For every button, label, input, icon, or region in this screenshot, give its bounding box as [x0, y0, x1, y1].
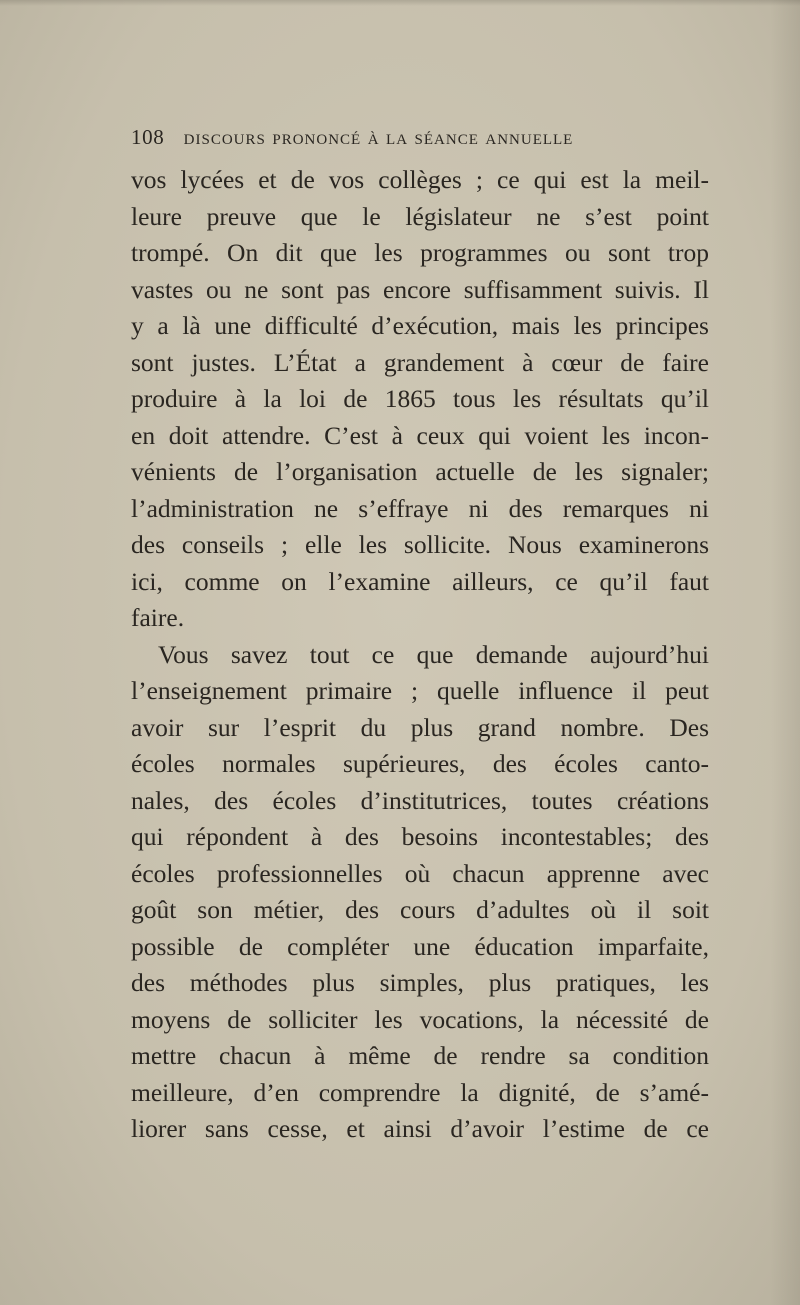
- text-line: nales, des écoles d’institutrices, toutes créations: [131, 785, 709, 815]
- text-line: avoir sur l’esprit du plus grand nombre. Des: [131, 712, 709, 742]
- page-number: 108: [131, 125, 165, 149]
- paragraph-end-line: faire.: [131, 603, 185, 632]
- text-line: vastes ou ne sont pas encore suffisamment suivis. Il: [131, 274, 709, 304]
- text-line: des méthodes plus simples, plus pratiques, les: [131, 968, 709, 997]
- text-line: leure preuve que le législateur ne s’est point: [131, 201, 709, 231]
- text-line: trompé. On dit que les programmes ou sont trop: [131, 238, 709, 267]
- text-line: mettre chacun à même de rendre sa condition: [131, 1041, 709, 1070]
- text-line: écoles normales supérieures, des écoles canto-: [131, 749, 709, 778]
- text-line: écoles professionnelles où chacun apprenne avec: [131, 858, 709, 888]
- text-line: y a là une difficulté d’exécution, mais les principes: [131, 311, 709, 340]
- text-line: en doit attendre. C’est à ceux qui voient les incon-: [131, 420, 709, 450]
- text-line: ici, comme on l’examine ailleurs, ce qu’il faut: [131, 566, 709, 596]
- page-shadow-right: [770, 0, 800, 1305]
- text-line: sont justes. L’État a grandement à cœur de faire: [131, 347, 709, 377]
- text-line: l’administration ne s’effraye ni des remarques ni: [131, 493, 709, 523]
- text-line: vénients de l’organisation actuelle de les signaler;: [131, 457, 709, 486]
- text-line: goût son métier, des cours d’adultes où il soit: [131, 895, 709, 924]
- paragraph-start-line: Vous savez tout ce que demande aujourd’hui: [158, 639, 709, 669]
- text-line: produire à la loi de 1865 tous les résultats qu’il: [131, 384, 709, 413]
- text-line: liorer sans cesse, et ainsi d’avoir l’estime de ce: [131, 1114, 709, 1143]
- text-line: l’enseignement primaire ; quelle influence il peut: [131, 676, 709, 705]
- text-line: possible de compléter une éducation imparfaite,: [131, 931, 709, 961]
- body-text: [131, 162, 709, 1148]
- text-line: qui répondent à des besoins incontestables; des: [131, 822, 709, 851]
- text-line: vos lycées et de vos collèges ; ce qui est la meil-: [131, 165, 709, 194]
- text-line: des conseils ; elle les sollicite. Nous examinerons: [131, 530, 709, 559]
- text-line: moyens de solliciter les vocations, la nécessité de: [131, 1004, 709, 1034]
- page-shadow-top: [0, 0, 800, 6]
- running-header: [131, 124, 711, 154]
- running-title: discours prononcé à la séance annuelle: [183, 124, 574, 149]
- text-line: meilleure, d’en comprendre la dignité, de s’amé-: [131, 1077, 709, 1107]
